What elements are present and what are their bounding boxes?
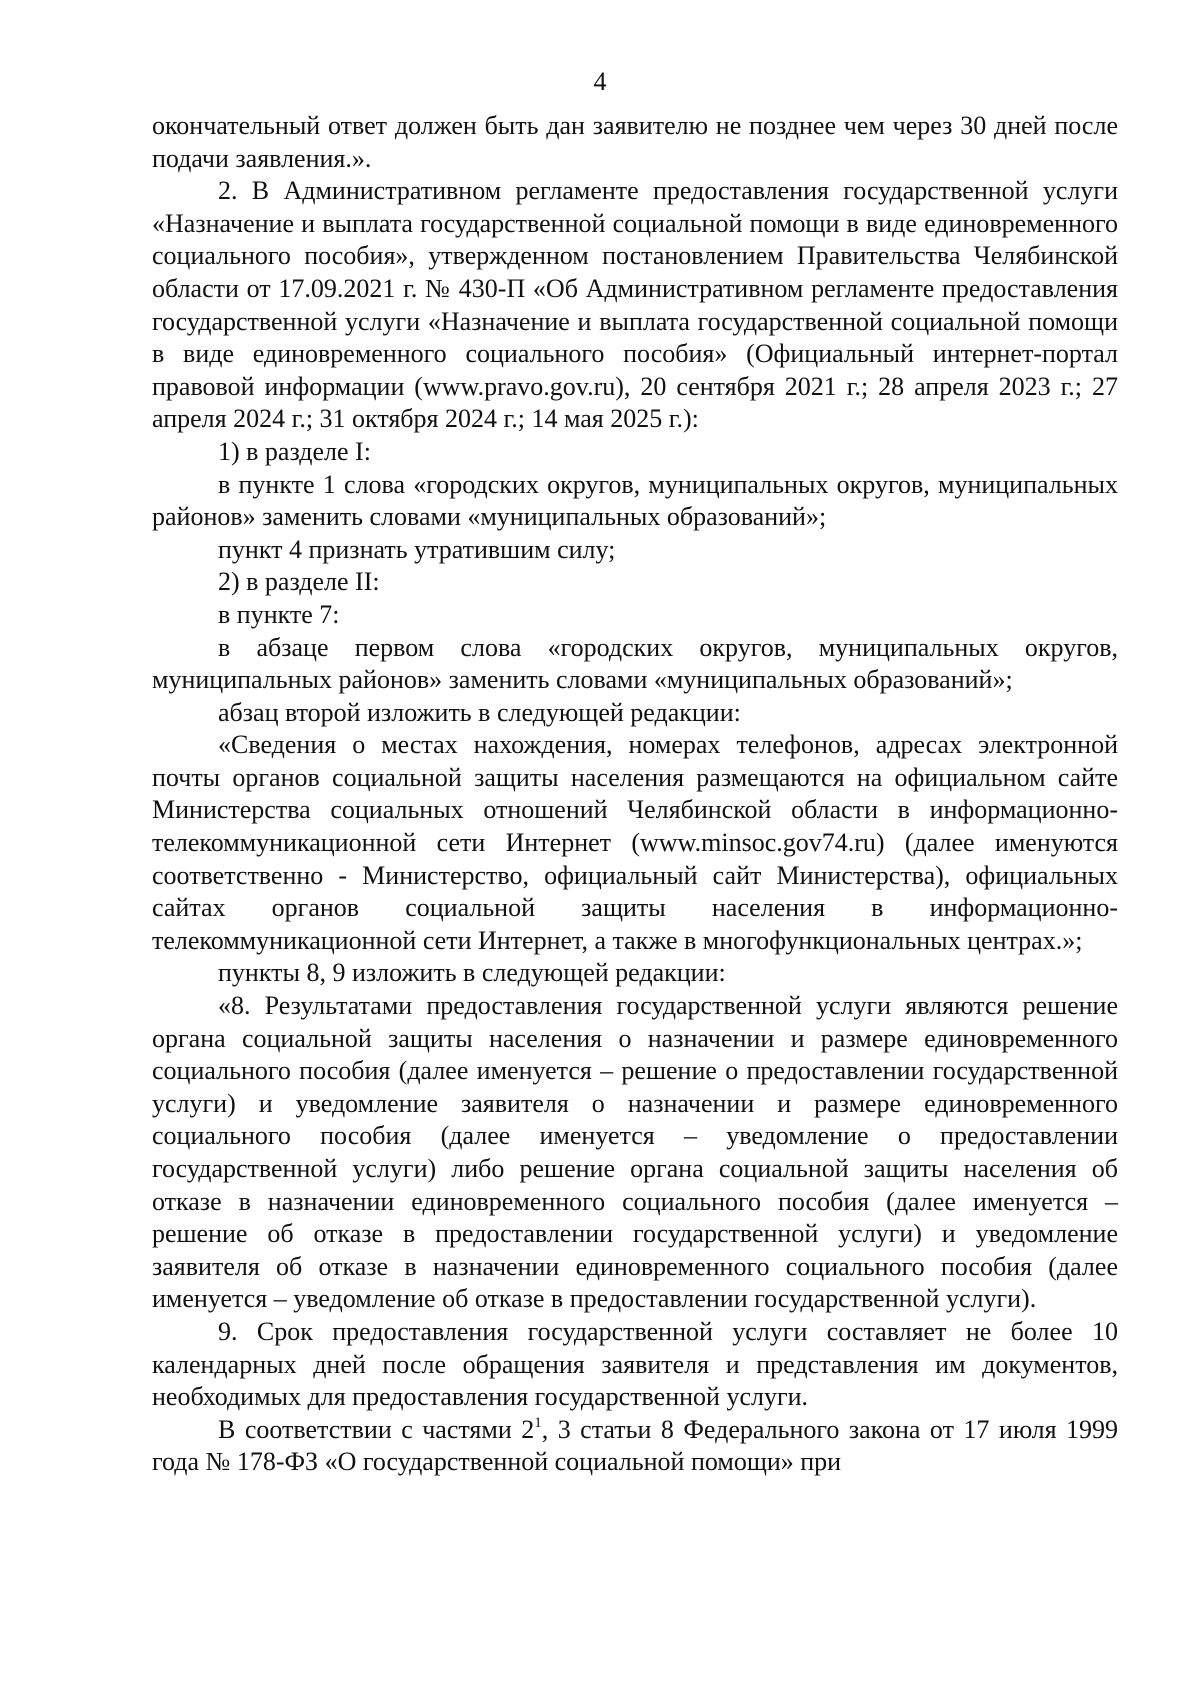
paragraph: окончательный ответ должен быть дан заявителю не позднее чем через 30 дней после подачи заявления.».: [152, 111, 1118, 173]
superscript: 1: [534, 1414, 542, 1431]
paragraph: «Сведения о местах нахождения, номерах телефонов, адресах электронной почты органов социальной защиты населения размещаются на официальном сайте Министерства социальных отношений Челябинской области в информационно-телекоммуникационной сети Интернет (www.minsoc.gov74.ru) (далее именуются соответственно - Министерство, официальный сайт Министерства), официальных сайтах органов социальной защиты населения в информационно-телекоммуникационной сети Интернет, а также в многофункциональных центрах.»;: [152, 730, 1118, 955]
paragraph: абзац второй изложить в следующей редакции:: [218, 697, 741, 727]
document-body: [152, 110, 1118, 1479]
paragraph: в абзаце первом слова «городских округов, муниципальных округов, муниципальных районов» заменить словами «муниципальных образований»;: [152, 632, 1118, 695]
page-number: 4: [593, 67, 607, 96]
paragraph: в пункте 7:: [218, 599, 340, 629]
paragraph: 2. В Административном регламенте предоставления государственной услуги «Назначение и выплата государственной социальной помощи в виде единовременного социального пособия», утвержденном постановлением Правительства Челябинской области от 17.09.2021 г. № 430-П «Об Административном регламенте предоставления государственной услуги «Назначение и выплата государственной социальной помощи в виде единовременного социального пособия» (Официальный интернет-портал правовой информации (www.pravo.gov.ru), 20 сентября 2021 г.; 28 апреля 2023 г.; 27 апреля 2024 г.; 31 октября 2024 г.; 14 мая 2025 г.):: [152, 176, 1118, 434]
paragraph-last: [152, 1414, 1118, 1479]
paragraph: 1) в разделе I:: [218, 436, 371, 466]
paragraph: пункт 4 признать утратившим силу;: [218, 534, 616, 564]
paragraph: 9. Срок предоставления государственной услуги составляет не более 10 календарных дней после обращения заявителя и представления им документов, необходимых для предоставления государственной услуги.: [152, 1316, 1118, 1412]
paragraph: в пункте 1 слова «городских округов, муниципальных округов, муниципальных районов» заменить словами «муниципальных образований»;: [152, 469, 1118, 532]
paragraph: «8. Результатами предоставления государственной услуги являются решение органа социальной защиты населения о назначении и размере единовременного социального пособия (далее именуется – решение о предоставлении государственной услуги) и уведомление заявителя о назначении и размере единовременного социального пособия (далее именуется – уведомление о предоставлении государственной услуги) либо решение органа социальной защиты населения об отказе в назначении единовременного социального пособия (далее именуется – решение об отказе в предоставлении государственной услуги) и уведомление заявителя об отказе в назначении единовременного социального пособия (далее именуется – уведомление об отказе в предоставлении государственной услуги).: [152, 991, 1118, 1314]
paragraph-text-start: В соответствии с частями 2: [218, 1414, 535, 1444]
paragraph-text-end: , 3 статьи 8 Федерального закона от 17 июля 1999 года № 178-ФЗ «О государственной социальной помощи» при: [152, 1414, 1119, 1477]
paragraph: пункты 8, 9 изложить в следующей редакции:: [218, 958, 726, 988]
paragraph: 2) в разделе II:: [218, 567, 380, 597]
